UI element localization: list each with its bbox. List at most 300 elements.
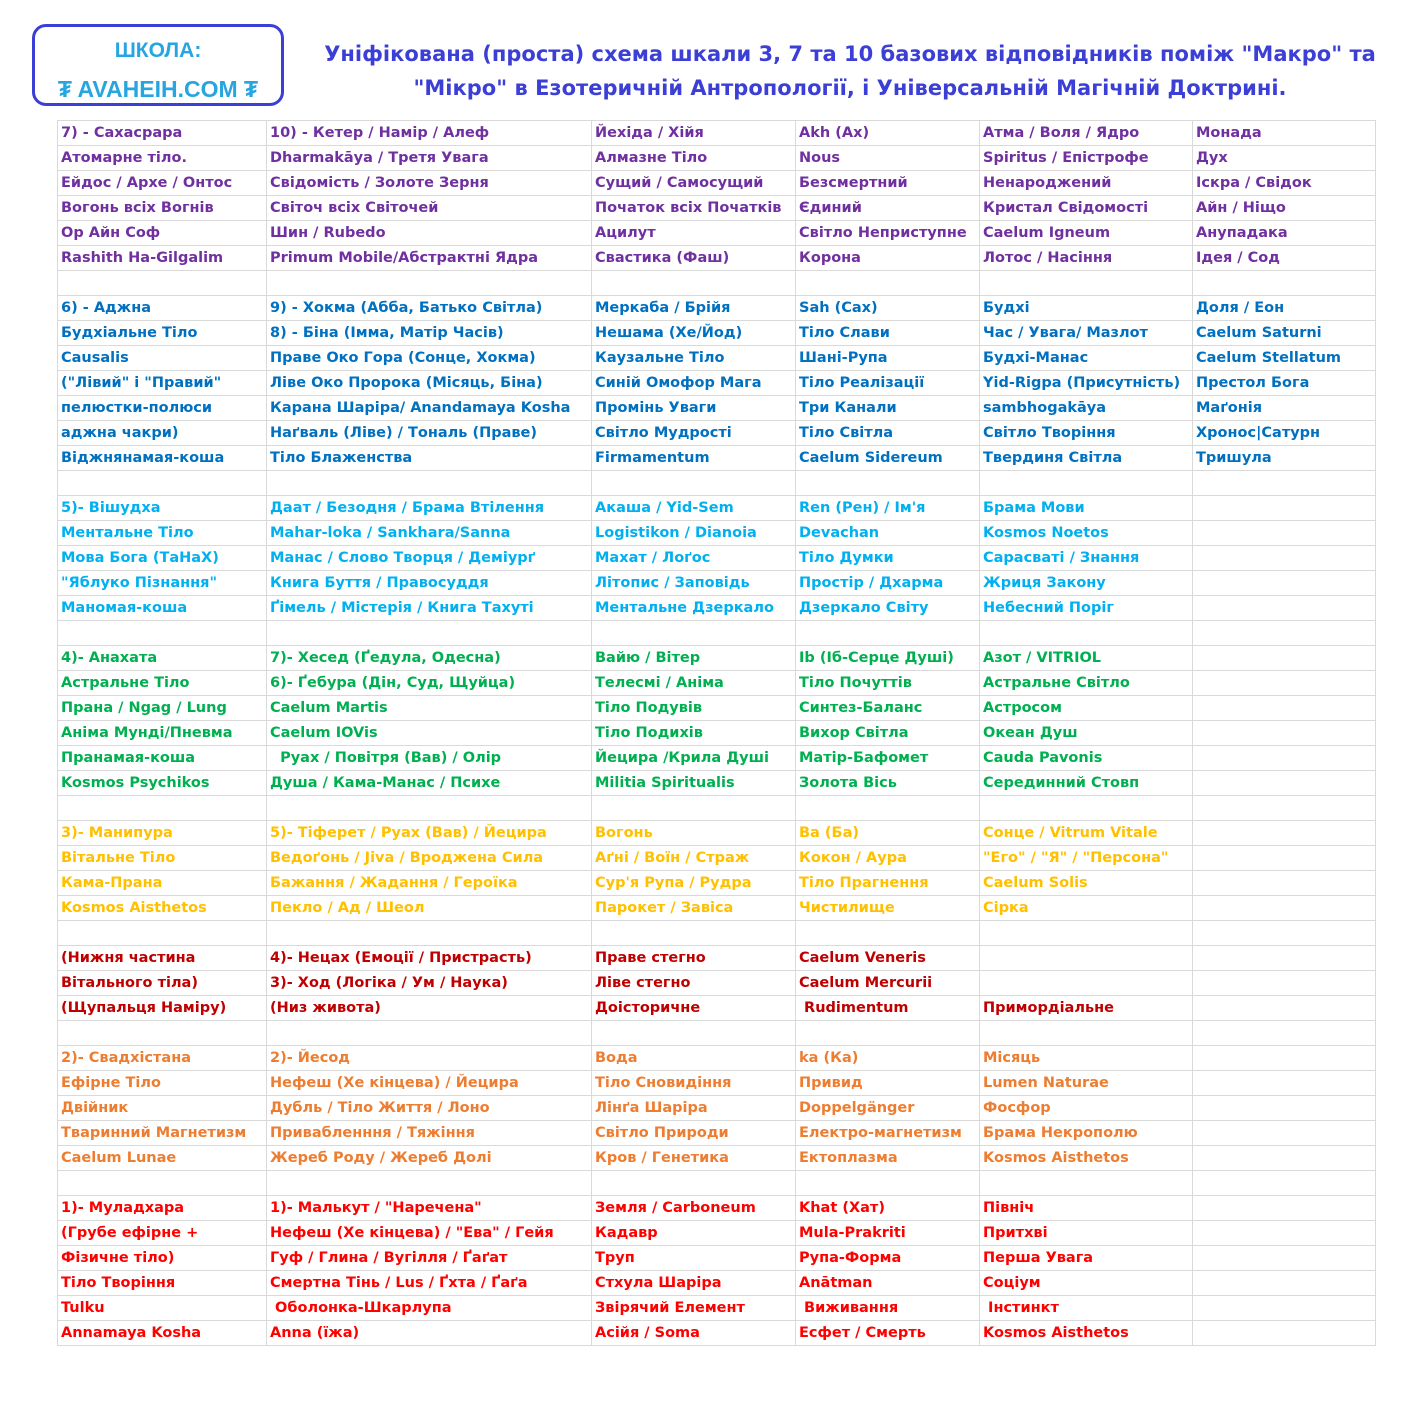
table-cell-chakra[interactable]: Вітальне Тіло bbox=[58, 846, 267, 871]
table-cell-principle[interactable]: Океан Душ bbox=[980, 721, 1193, 746]
table-cell-chakra[interactable]: 1)- Муладхара bbox=[58, 1196, 267, 1221]
table-cell-chakra[interactable]: Ментальне Тіло bbox=[58, 521, 267, 546]
table-cell-egyptian[interactable]: Mula-Prakriti bbox=[796, 1221, 980, 1246]
table-cell-egyptian[interactable]: Тіло Світла bbox=[796, 421, 980, 446]
table-cell-egyptian[interactable]: Виживання bbox=[796, 1296, 980, 1321]
logo-site-name: ₮ AVAHEIH.COM ₮ bbox=[57, 76, 259, 102]
table-cell-chakra[interactable]: Тваринний Магнетизм bbox=[58, 1121, 267, 1146]
table-cell-egyptian[interactable] bbox=[796, 1021, 980, 1046]
table-cell-principle[interactable]: Будхі-Манас bbox=[980, 346, 1193, 371]
table-cell-chakra[interactable] bbox=[58, 1021, 267, 1046]
table-cell-egyptian[interactable]: Тіло Слави bbox=[796, 321, 980, 346]
table-cell-monad[interactable] bbox=[1193, 896, 1376, 921]
table-cell-egyptian[interactable]: Золота Вісь bbox=[796, 771, 980, 796]
table-cell-chakra[interactable] bbox=[58, 921, 267, 946]
table-cell-principle[interactable]: Азот / VITRIOL bbox=[980, 646, 1193, 671]
table-cell-principle[interactable] bbox=[980, 271, 1193, 296]
table-cell-sephira[interactable] bbox=[267, 621, 592, 646]
table-cell-sephira[interactable]: Манас / Слово Творця / Деміурґ bbox=[267, 546, 592, 571]
table-cell-chakra[interactable]: 3)- Манипура bbox=[58, 821, 267, 846]
table-cell-body[interactable]: Початок всіх Початків bbox=[592, 196, 796, 221]
table-cell-monad[interactable]: Дух bbox=[1193, 146, 1376, 171]
table-cell-sephira[interactable]: Caelum Martis bbox=[267, 696, 592, 721]
table-row bbox=[58, 1246, 1376, 1271]
table-cell-principle[interactable]: Сонце / Vitrum Vitale bbox=[980, 821, 1193, 846]
table-cell-chakra[interactable]: Ор Айн Соф bbox=[58, 221, 267, 246]
table-cell-principle[interactable]: Притхві bbox=[980, 1221, 1193, 1246]
table-cell-chakra[interactable]: аджна чакри) bbox=[58, 421, 267, 446]
table-cell-sephira[interactable]: Карана Шаріра/ Anandamaya Kosha bbox=[267, 396, 592, 421]
table-cell-sephira[interactable]: Книга Буття / Правосуддя bbox=[267, 571, 592, 596]
table-cell-chakra[interactable]: Астральне Тіло bbox=[58, 671, 267, 696]
school-logo-badge[interactable] bbox=[32, 24, 284, 106]
table-cell-body[interactable]: Телесмі / Аніма bbox=[592, 671, 796, 696]
table-cell-monad[interactable] bbox=[1193, 1296, 1376, 1321]
table-cell-principle[interactable]: Лотос / Насіння bbox=[980, 246, 1193, 271]
table-cell-chakra[interactable]: Двійник bbox=[58, 1096, 267, 1121]
table-cell-egyptian[interactable]: Світло Неприступне bbox=[796, 221, 980, 246]
table-cell-monad[interactable]: Caelum Stellatum bbox=[1193, 346, 1376, 371]
table-cell-body[interactable]: Вода bbox=[592, 1046, 796, 1071]
table-cell-egyptian[interactable]: Матір-Бафомет bbox=[796, 746, 980, 771]
table-cell-body[interactable]: Аґні / Воїн / Страж bbox=[592, 846, 796, 871]
table-cell-principle[interactable]: Серединний Стовп bbox=[980, 771, 1193, 796]
table-cell-body[interactable] bbox=[592, 921, 796, 946]
table-cell-sephira[interactable]: 10) - Кетер / Намір / Алеф bbox=[267, 121, 592, 146]
table-cell-principle[interactable]: Будхі bbox=[980, 296, 1193, 321]
table-cell-body[interactable]: Ацилут bbox=[592, 221, 796, 246]
table-cell-monad[interactable] bbox=[1193, 1246, 1376, 1271]
table-cell-principle[interactable] bbox=[980, 1021, 1193, 1046]
table-cell-sephira[interactable] bbox=[267, 1171, 592, 1196]
table-cell-egyptian[interactable]: Есфет / Смерть bbox=[796, 1321, 980, 1346]
table-cell-egyptian[interactable]: Чистилище bbox=[796, 896, 980, 921]
table-cell-sephira[interactable]: Дубль / Тіло Життя / Лоно bbox=[267, 1096, 592, 1121]
table-cell-egyptian[interactable] bbox=[796, 471, 980, 496]
table-cell-sephira[interactable]: 7)- Хесед (Ґедула, Одесна) bbox=[267, 646, 592, 671]
table-cell-body[interactable]: Земля / Carboneum bbox=[592, 1196, 796, 1221]
table-cell-body[interactable]: Меркаба / Брійя bbox=[592, 296, 796, 321]
table-cell-egyptian[interactable] bbox=[796, 796, 980, 821]
table-cell-body[interactable]: Доісторичне bbox=[592, 996, 796, 1021]
table-cell-monad[interactable]: Престол Бога bbox=[1193, 371, 1376, 396]
table-cell-egyptian[interactable]: Привид bbox=[796, 1071, 980, 1096]
table-cell-body[interactable]: Кадавр bbox=[592, 1221, 796, 1246]
table-cell-egyptian[interactable]: Akh (Ах) bbox=[796, 121, 980, 146]
table-cell-chakra[interactable]: (Щупальця Наміру) bbox=[58, 996, 267, 1021]
table-cell-body[interactable]: Парокет / Завіса bbox=[592, 896, 796, 921]
table-cell-sephira[interactable]: Смертна Тінь / Lus / Ґхта / Ґаґа bbox=[267, 1271, 592, 1296]
table-cell-chakra[interactable]: 6) - Аджна bbox=[58, 296, 267, 321]
table-cell-sephira[interactable]: Нефеш (Хе кінцева) / Йецира bbox=[267, 1071, 592, 1096]
table-cell-chakra[interactable]: Атомарне тіло. bbox=[58, 146, 267, 171]
table-cell-body[interactable]: Ліве стегно bbox=[592, 971, 796, 996]
table-cell-monad[interactable] bbox=[1193, 496, 1376, 521]
table-cell-sephira[interactable]: Ґімель / Містерія / Книга Тахуті bbox=[267, 596, 592, 621]
table-cell-sephira[interactable]: Праве Око Гора (Сонце, Хокма) bbox=[267, 346, 592, 371]
table-cell-sephira[interactable]: Mahar-loka / Sankhara/Sanna bbox=[267, 521, 592, 546]
table-cell-principle[interactable]: Небесний Поріг bbox=[980, 596, 1193, 621]
table-row bbox=[58, 121, 1376, 146]
table-cell-body[interactable]: Літопис / Заповідь bbox=[592, 571, 796, 596]
table-cell-monad[interactable] bbox=[1193, 571, 1376, 596]
table-cell-sephira[interactable] bbox=[267, 921, 592, 946]
table-cell-body[interactable]: Йецира /Крила Душі bbox=[592, 746, 796, 771]
table-cell-egyptian[interactable]: Тіло Реалізації bbox=[796, 371, 980, 396]
table-cell-monad[interactable] bbox=[1193, 271, 1376, 296]
table-cell-sephira[interactable]: Пекло / Ад / Шеол bbox=[267, 896, 592, 921]
table-cell-chakra[interactable]: Тіло Творіння bbox=[58, 1271, 267, 1296]
table-cell-monad[interactable] bbox=[1193, 796, 1376, 821]
table-cell-body[interactable]: Світло Природи bbox=[592, 1121, 796, 1146]
table-cell-monad[interactable] bbox=[1193, 971, 1376, 996]
table-cell-chakra[interactable]: ("Лівий" і "Правий" bbox=[58, 371, 267, 396]
table-cell-chakra[interactable]: 2)- Свадхістана bbox=[58, 1046, 267, 1071]
table-cell-principle[interactable]: Брама Мови bbox=[980, 496, 1193, 521]
table-cell-monad[interactable] bbox=[1193, 646, 1376, 671]
table-cell-body[interactable]: Лінґа Шаріра bbox=[592, 1096, 796, 1121]
table-cell-chakra[interactable]: 4)- Анахата bbox=[58, 646, 267, 671]
table-cell-monad[interactable] bbox=[1193, 1171, 1376, 1196]
table-cell-egyptian[interactable]: Вихор Світла bbox=[796, 721, 980, 746]
table-cell-monad[interactable] bbox=[1193, 946, 1376, 971]
table-cell-principle[interactable]: Астросом bbox=[980, 696, 1193, 721]
table-cell-body[interactable]: Ментальне Дзеркало bbox=[592, 596, 796, 621]
table-cell-chakra[interactable]: Мова Бога (ТаНаХ) bbox=[58, 546, 267, 571]
table-cell-egyptian[interactable]: Caelum Veneris bbox=[796, 946, 980, 971]
table-cell-body[interactable]: Стхула Шаріра bbox=[592, 1271, 796, 1296]
table-cell-principle[interactable]: Соціум bbox=[980, 1271, 1193, 1296]
table-cell-sephira[interactable]: 5)- Тіферет / Руах (Вав) / Йецира bbox=[267, 821, 592, 846]
table-cell-principle[interactable] bbox=[980, 946, 1193, 971]
table-cell-sephira[interactable]: 6)- Ґебура (Дін, Суд, Щуйца) bbox=[267, 671, 592, 696]
table-cell-body[interactable]: Каузальне Тіло bbox=[592, 346, 796, 371]
table-cell-body[interactable]: Тіло Подихів bbox=[592, 721, 796, 746]
table-cell-sephira[interactable]: Шин / Rubedo bbox=[267, 221, 592, 246]
table-cell-sephira[interactable]: Primum Mobile/Абстрактні Ядра bbox=[267, 246, 592, 271]
table-cell-monad[interactable]: Айн / Ніщо bbox=[1193, 196, 1376, 221]
table-cell-egyptian[interactable]: Khat (Хат) bbox=[796, 1196, 980, 1221]
table-cell-monad[interactable] bbox=[1193, 996, 1376, 1021]
table-cell-chakra[interactable]: Kosmos Aisthetos bbox=[58, 896, 267, 921]
table-cell-body[interactable]: Труп bbox=[592, 1246, 796, 1271]
table-cell-body[interactable]: Праве стегно bbox=[592, 946, 796, 971]
table-cell-egyptian[interactable]: Devachan bbox=[796, 521, 980, 546]
table-cell-chakra[interactable] bbox=[58, 271, 267, 296]
table-cell-monad[interactable]: Caelum Saturni bbox=[1193, 321, 1376, 346]
table-cell-body[interactable]: Тіло Сновидіння bbox=[592, 1071, 796, 1096]
table-cell-sephira[interactable]: Нефеш (Хе кінцева) / "Ева" / Гейя bbox=[267, 1221, 592, 1246]
table-cell-sephira[interactable]: 4)- Нецах (Емоції / Пристрасть) bbox=[267, 946, 592, 971]
table-cell-sephira[interactable]: Жереб Роду / Жереб Долі bbox=[267, 1146, 592, 1171]
table-cell-monad[interactable]: Хронос|Сатурн bbox=[1193, 421, 1376, 446]
table-cell-monad[interactable] bbox=[1193, 596, 1376, 621]
table-cell-monad[interactable] bbox=[1193, 471, 1376, 496]
table-cell-body[interactable]: Сур'я Рупа / Рудра bbox=[592, 871, 796, 896]
table-cell-chakra[interactable]: пелюстки-полюси bbox=[58, 396, 267, 421]
table-cell-principle[interactable]: Cauda Pavonis bbox=[980, 746, 1193, 771]
table-cell-monad[interactable]: Іскра / Свідок bbox=[1193, 171, 1376, 196]
table-cell-sephira[interactable]: (Низ живота) bbox=[267, 996, 592, 1021]
table-cell-sephira[interactable]: Світоч всіх Світочей bbox=[267, 196, 592, 221]
table-cell-body[interactable]: Firmamentum bbox=[592, 446, 796, 471]
table-cell-sephira[interactable] bbox=[267, 471, 592, 496]
table-cell-body[interactable]: Тіло Подувів bbox=[592, 696, 796, 721]
table-cell-body[interactable]: Вайю / Вітер bbox=[592, 646, 796, 671]
table-cell-principle[interactable]: Місяць bbox=[980, 1046, 1193, 1071]
table-cell-monad[interactable] bbox=[1193, 1021, 1376, 1046]
table-cell-body[interactable]: Logistikon / Dianoia bbox=[592, 521, 796, 546]
table-cell-chakra[interactable]: Caelum Lunae bbox=[58, 1146, 267, 1171]
table-cell-egyptian[interactable]: Ва (Ба) bbox=[796, 821, 980, 846]
table-cell-monad[interactable] bbox=[1193, 1196, 1376, 1221]
table-cell-sephira[interactable]: Наґваль (Ліве) / Тональ (Праве) bbox=[267, 421, 592, 446]
table-cell-egyptian[interactable]: Дзеркало Світу bbox=[796, 596, 980, 621]
table-cell-principle[interactable] bbox=[980, 921, 1193, 946]
table-row bbox=[58, 946, 1376, 971]
table-cell-chakra[interactable]: 5)- Вішудха bbox=[58, 496, 267, 521]
table-cell-principle[interactable]: Твердиня Світла bbox=[980, 446, 1193, 471]
table-cell-egyptian[interactable]: Тіло Думки bbox=[796, 546, 980, 571]
table-cell-principle[interactable]: Брама Некрополю bbox=[980, 1121, 1193, 1146]
table-cell-principle[interactable]: Kosmos Noetos bbox=[980, 521, 1193, 546]
table-cell-principle[interactable] bbox=[980, 971, 1193, 996]
table-cell-egyptian[interactable]: Електро-магнетизм bbox=[796, 1121, 980, 1146]
table-cell-chakra[interactable] bbox=[58, 1171, 267, 1196]
table-cell-sephira[interactable]: Бажання / Жадання / Героїка bbox=[267, 871, 592, 896]
table-cell-egyptian[interactable]: Anātman bbox=[796, 1271, 980, 1296]
table-cell-sephira[interactable]: Anna (їжа) bbox=[267, 1321, 592, 1346]
table-cell-egyptian[interactable]: Синтез-Баланс bbox=[796, 696, 980, 721]
table-cell-sephira[interactable]: Ліве Око Пророка (Місяць, Біна) bbox=[267, 371, 592, 396]
table-cell-sephira[interactable]: Оболонка-Шкарлупа bbox=[267, 1296, 592, 1321]
table-cell-principle[interactable] bbox=[980, 471, 1193, 496]
table-cell-monad[interactable]: Тришула bbox=[1193, 446, 1376, 471]
table-cell-principle[interactable]: "Его" / "Я" / "Персона" bbox=[980, 846, 1193, 871]
table-cell-egyptian[interactable]: Три Канали bbox=[796, 396, 980, 421]
table-cell-chakra[interactable]: Прана / Ngag / Lung bbox=[58, 696, 267, 721]
table-cell-monad[interactable] bbox=[1193, 721, 1376, 746]
table-cell-chakra[interactable] bbox=[58, 471, 267, 496]
table-cell-egyptian[interactable]: Sah (Сах) bbox=[796, 296, 980, 321]
table-cell-principle[interactable]: Світло Творіння bbox=[980, 421, 1193, 446]
table-cell-egyptian[interactable]: Єдиний bbox=[796, 196, 980, 221]
table-row bbox=[58, 771, 1376, 796]
table-cell-sephira[interactable]: Свідомість / Золоте Зерня bbox=[267, 171, 592, 196]
table-cell-body[interactable] bbox=[592, 271, 796, 296]
table-cell-chakra[interactable]: (Грубе ефірне + bbox=[58, 1221, 267, 1246]
table-cell-body[interactable] bbox=[592, 621, 796, 646]
table-cell-chakra[interactable]: Аніма Мунді/Пневма bbox=[58, 721, 267, 746]
table-cell-egyptian[interactable]: Nous bbox=[796, 146, 980, 171]
table-cell-sephira[interactable]: Душа / Кама-Манас / Психе bbox=[267, 771, 592, 796]
table-cell-principle[interactable]: Yid-Rigpa (Присутність) bbox=[980, 371, 1193, 396]
table-cell-principle[interactable]: Kosmos Aisthetos bbox=[980, 1321, 1193, 1346]
table-cell-egyptian[interactable] bbox=[796, 621, 980, 646]
table-cell-chakra[interactable]: Маномая-коша bbox=[58, 596, 267, 621]
table-cell-monad[interactable] bbox=[1193, 921, 1376, 946]
table-cell-body[interactable]: Нешама (Хе/Йод) bbox=[592, 321, 796, 346]
table-cell-principle[interactable]: Ненароджений bbox=[980, 171, 1193, 196]
table-cell-chakra[interactable]: Causalis bbox=[58, 346, 267, 371]
table-cell-body[interactable]: Алмазне Тіло bbox=[592, 146, 796, 171]
table-cell-chakra[interactable] bbox=[58, 621, 267, 646]
table-cell-chakra[interactable]: "Яблуко Пізнання" bbox=[58, 571, 267, 596]
table-cell-sephira[interactable]: Руах / Повітря (Вав) / Олір bbox=[267, 746, 592, 771]
table-cell-monad[interactable] bbox=[1193, 696, 1376, 721]
table-cell-egyptian[interactable] bbox=[796, 921, 980, 946]
table-cell-egyptian[interactable]: Кокон / Аура bbox=[796, 846, 980, 871]
table-cell-monad[interactable] bbox=[1193, 1121, 1376, 1146]
table-cell-monad[interactable]: Монада bbox=[1193, 121, 1376, 146]
table-cell-sephira[interactable] bbox=[267, 796, 592, 821]
table-cell-principle[interactable]: Kosmos Aisthetos bbox=[980, 1146, 1193, 1171]
table-cell-sephira[interactable]: Dharmakāya / Третя Увага bbox=[267, 146, 592, 171]
table-cell-principle[interactable] bbox=[980, 796, 1193, 821]
table-cell-sephira[interactable]: Привабленння / Тяжіння bbox=[267, 1121, 592, 1146]
table-cell-egyptian[interactable]: Caelum Mercurii bbox=[796, 971, 980, 996]
table-cell-principle[interactable]: Caelum Igneum bbox=[980, 221, 1193, 246]
table-cell-body[interactable]: Промінь Уваги bbox=[592, 396, 796, 421]
table-cell-monad[interactable] bbox=[1193, 621, 1376, 646]
table-cell-principle[interactable]: Сарасваті / Знання bbox=[980, 546, 1193, 571]
table-cell-monad[interactable] bbox=[1193, 1271, 1376, 1296]
table-cell-egyptian[interactable]: Рупа-Форма bbox=[796, 1246, 980, 1271]
table-cell-sephira[interactable]: 8) - Біна (Імма, Матір Часів) bbox=[267, 321, 592, 346]
table-cell-sephira[interactable] bbox=[267, 271, 592, 296]
table-cell-monad[interactable]: Анупадака bbox=[1193, 221, 1376, 246]
table-cell-chakra[interactable]: 7) - Сахасрара bbox=[58, 121, 267, 146]
table-cell-egyptian[interactable]: Rudimentum bbox=[796, 996, 980, 1021]
table-cell-chakra[interactable]: (Нижня частина bbox=[58, 946, 267, 971]
table-cell-monad[interactable]: Ідея / Сод bbox=[1193, 246, 1376, 271]
table-cell-body[interactable]: Махат / Лоґос bbox=[592, 546, 796, 571]
table-cell-sephira[interactable]: Caelum IOVis bbox=[267, 721, 592, 746]
table-cell-chakra[interactable]: Пранамая-коша bbox=[58, 746, 267, 771]
table-cell-chakra[interactable]: Annamaya Kosha bbox=[58, 1321, 267, 1346]
table-cell-egyptian[interactable]: Безсмертний bbox=[796, 171, 980, 196]
table-cell-principle[interactable]: Caelum Solis bbox=[980, 871, 1193, 896]
table-cell-principle[interactable]: Сірка bbox=[980, 896, 1193, 921]
table-cell-chakra[interactable] bbox=[58, 796, 267, 821]
table-cell-monad[interactable] bbox=[1193, 1071, 1376, 1096]
table-cell-body[interactable]: Акаша / Yid-Sem bbox=[592, 496, 796, 521]
table-cell-sephira[interactable]: Даат / Безодня / Брама Втілення bbox=[267, 496, 592, 521]
table-cell-egyptian[interactable]: Корона bbox=[796, 246, 980, 271]
table-cell-monad[interactable] bbox=[1193, 521, 1376, 546]
table-cell-body[interactable]: Кров / Генетика bbox=[592, 1146, 796, 1171]
table-cell-chakra[interactable]: Kosmos Psychikos bbox=[58, 771, 267, 796]
table-cell-chakra[interactable]: Будхіальне Тіло bbox=[58, 321, 267, 346]
table-cell-egyptian[interactable] bbox=[796, 271, 980, 296]
table-cell-principle[interactable]: Атма / Воля / Ядро bbox=[980, 121, 1193, 146]
table-cell-principle[interactable]: Інстинкт bbox=[980, 1296, 1193, 1321]
table-cell-egyptian[interactable] bbox=[796, 1171, 980, 1196]
table-cell-principle[interactable]: Lumen Naturae bbox=[980, 1071, 1193, 1096]
table-cell-sephira[interactable]: 2)- Йесод bbox=[267, 1046, 592, 1071]
table-cell-egyptian[interactable]: Caelum Sidereum bbox=[796, 446, 980, 471]
table-cell-monad[interactable] bbox=[1193, 821, 1376, 846]
table-cell-sephira[interactable]: 9) - Хокма (Абба, Батько Світла) bbox=[267, 296, 592, 321]
table-cell-chakra[interactable]: Кама-Прана bbox=[58, 871, 267, 896]
table-cell-egyptian[interactable]: Ектоплазма bbox=[796, 1146, 980, 1171]
table-cell-egyptian[interactable]: Тіло Почуттів bbox=[796, 671, 980, 696]
table-cell-body[interactable]: Світло Мудрості bbox=[592, 421, 796, 446]
table-cell-body[interactable]: Йехіда / Хійя bbox=[592, 121, 796, 146]
table-cell-egyptian[interactable]: Ib (Іб-Серце Душі) bbox=[796, 646, 980, 671]
table-cell-sephira[interactable]: Тіло Блаженства bbox=[267, 446, 592, 471]
table-cell-body[interactable]: Свастика (Фаш) bbox=[592, 246, 796, 271]
table-cell-egyptian[interactable]: Простір / Дхарма bbox=[796, 571, 980, 596]
table-cell-sephira[interactable]: 3)- Ход (Логіка / Ум / Наука) bbox=[267, 971, 592, 996]
table-cell-sephira[interactable] bbox=[267, 1021, 592, 1046]
table-cell-monad[interactable] bbox=[1193, 1046, 1376, 1071]
table-cell-principle[interactable]: Астральне Світло bbox=[980, 671, 1193, 696]
table-cell-principle[interactable]: Примордіальне bbox=[980, 996, 1193, 1021]
table-cell-body[interactable]: Militia Spiritualis bbox=[592, 771, 796, 796]
table-cell-monad[interactable] bbox=[1193, 1146, 1376, 1171]
table-cell-principle[interactable]: Північ bbox=[980, 1196, 1193, 1221]
table-cell-chakra[interactable]: Rashith Ha-Gilgalim bbox=[58, 246, 267, 271]
table-cell-principle[interactable]: Жриця Закону bbox=[980, 571, 1193, 596]
table-cell-chakra[interactable]: Фізичне тіло) bbox=[58, 1246, 267, 1271]
table-cell-sephira[interactable]: Гуф / Глина / Вугілля / Ґаґат bbox=[267, 1246, 592, 1271]
table-cell-sephira[interactable]: 1)- Малькут / "Наречена" bbox=[267, 1196, 592, 1221]
table-cell-chakra[interactable]: Tulku bbox=[58, 1296, 267, 1321]
table-cell-chakra[interactable]: Вогонь всіх Вогнів bbox=[58, 196, 267, 221]
table-cell-monad[interactable] bbox=[1193, 671, 1376, 696]
table-cell-body[interactable] bbox=[592, 796, 796, 821]
table-cell-body[interactable]: Сущий / Самосущий bbox=[592, 171, 796, 196]
table-cell-monad[interactable]: Доля / Еон bbox=[1193, 296, 1376, 321]
table-cell-body[interactable] bbox=[592, 1021, 796, 1046]
table-cell-principle[interactable] bbox=[980, 621, 1193, 646]
table-cell-monad[interactable] bbox=[1193, 1096, 1376, 1121]
table-cell-principle[interactable]: Фосфор bbox=[980, 1096, 1193, 1121]
table-cell-chakra[interactable]: Віджнянамая-коша bbox=[58, 446, 267, 471]
table-cell-monad[interactable] bbox=[1193, 871, 1376, 896]
table-cell-principle[interactable]: sambhogakāya bbox=[980, 396, 1193, 421]
table-cell-principle[interactable]: Кристал Свідомості bbox=[980, 196, 1193, 221]
table-cell-monad[interactable] bbox=[1193, 846, 1376, 871]
table-cell-egyptian[interactable]: ka (Ка) bbox=[796, 1046, 980, 1071]
table-cell-egyptian[interactable]: Тіло Прагнення bbox=[796, 871, 980, 896]
table-cell-egyptian[interactable]: Шані-Рупа bbox=[796, 346, 980, 371]
table-cell-body[interactable]: Звірячий Елемент bbox=[592, 1296, 796, 1321]
table-cell-principle[interactable]: Час / Увага/ Мазлот bbox=[980, 321, 1193, 346]
table-cell-principle[interactable]: Spiritus / Епістрофе bbox=[980, 146, 1193, 171]
table-cell-body[interactable]: Вогонь bbox=[592, 821, 796, 846]
table-cell-principle[interactable]: Перша Увага bbox=[980, 1246, 1193, 1271]
table-cell-chakra[interactable]: Ефірне Тіло bbox=[58, 1071, 267, 1096]
table-cell-monad[interactable] bbox=[1193, 1221, 1376, 1246]
table-cell-body[interactable] bbox=[592, 471, 796, 496]
table-cell-monad[interactable] bbox=[1193, 1321, 1376, 1346]
table-cell-egyptian[interactable]: Doppelgänger bbox=[796, 1096, 980, 1121]
table-cell-chakra[interactable]: Вітального тіла) bbox=[58, 971, 267, 996]
table-cell-monad[interactable] bbox=[1193, 771, 1376, 796]
table-cell-egyptian[interactable]: Ren (Рен) / Ім'я bbox=[796, 496, 980, 521]
table-cell-monad[interactable] bbox=[1193, 746, 1376, 771]
table-cell-body[interactable]: Асійя / Soma bbox=[592, 1321, 796, 1346]
table-cell-monad[interactable] bbox=[1193, 546, 1376, 571]
table-cell-chakra[interactable]: Ейдос / Архе / Онтос bbox=[58, 171, 267, 196]
table-cell-monad[interactable]: Маґонія bbox=[1193, 396, 1376, 421]
table-cell-body[interactable] bbox=[592, 1171, 796, 1196]
table-cell-body[interactable]: Синій Омофор Мага bbox=[592, 371, 796, 396]
table-cell-sephira[interactable]: Ведоґонь / Jiva / Вроджена Сила bbox=[267, 846, 592, 871]
table-cell-principle[interactable] bbox=[980, 1171, 1193, 1196]
